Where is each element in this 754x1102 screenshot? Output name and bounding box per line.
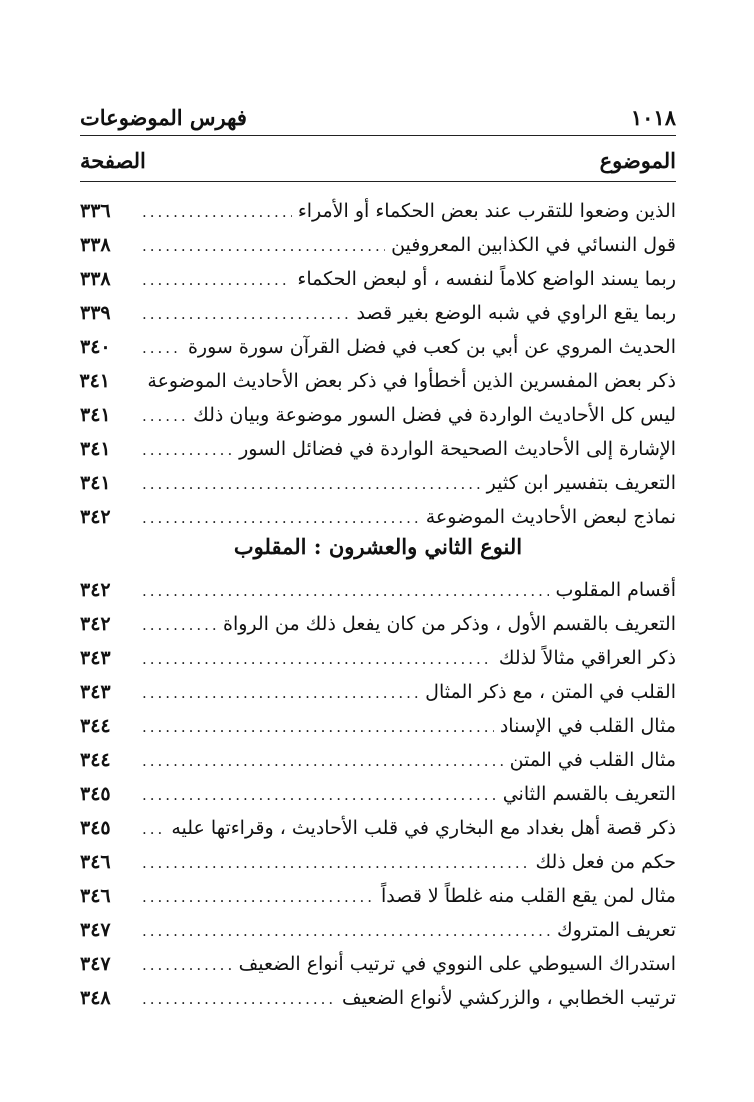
running-header [80, 100, 676, 134]
toc-entry-text: ربما يقع الراوي في شبه الوضع بغير قصد [356, 302, 676, 324]
page-number: ١٠١٨ [630, 104, 676, 130]
toc-entry [80, 913, 676, 947]
leader-dots [142, 297, 351, 331]
toc-list-b [80, 573, 676, 1015]
toc-entry-page: ٣٤٥ [80, 783, 111, 805]
toc-entry-text: حكم من فعل ذلك [535, 851, 676, 873]
toc-entry-text: استدراك السيوطي على النووي في ترتيب أنواع الضعيف [238, 953, 676, 975]
toc-entry-page: ٣٣٦ [80, 200, 111, 222]
toc-entry-page: ٣٣٩ [80, 302, 111, 324]
toc-entry-page: ٣٤٣ [80, 647, 111, 669]
leader-dots [142, 880, 375, 914]
leader-dots [142, 263, 291, 297]
toc-entry-text: ليس كل الأحاديث الواردة في فضل السور موضوعة وبيان ذلك [193, 404, 676, 426]
toc-entry-text: أقسام المقلوب [555, 579, 676, 601]
toc-entry-page: ٣٤٨ [80, 987, 111, 1009]
toc-entry [80, 194, 676, 228]
toc-entry [80, 364, 676, 398]
toc-entry-page: ٣٤٦ [80, 851, 111, 873]
toc-list-a [80, 194, 676, 534]
toc-entry [80, 743, 676, 777]
toc-entry-text: ذكر قصة أهل بغداد مع البخاري في قلب الأحاديث ، وقراءتها عليه [171, 817, 676, 839]
toc-entry-page: ٣٤٢ [80, 506, 111, 528]
toc-entry-page: ٣٤١ [80, 438, 111, 460]
toc-entry-text: القلب في المتن ، مع ذكر المثال [425, 681, 676, 703]
toc-entry-page: ٣٤٠ [80, 336, 111, 358]
header-rule [80, 135, 676, 136]
toc-entry-text: مثال لمن يقع القلب منه غلطاً لا قصداً [380, 885, 676, 907]
toc-entry-page: ٣٤٥ [80, 817, 111, 839]
toc-entry-page: ٣٤٤ [80, 715, 111, 737]
leader-dots [142, 982, 336, 1016]
leader-dots [142, 399, 187, 433]
toc-entry [80, 709, 676, 743]
toc-entry [80, 296, 676, 330]
leader-dots [142, 195, 292, 229]
toc-entry-text: مثال القلب في المتن [509, 749, 676, 771]
leader-dots [142, 914, 551, 948]
toc-entry-page: ٣٤٣ [80, 681, 111, 703]
toc-entry-page: ٣٤١ [80, 404, 111, 426]
toc-entry-page: ٣٣٨ [80, 234, 111, 256]
toc-entry [80, 641, 676, 675]
toc-entry-text: مثال القلب في الإسناد [499, 715, 676, 737]
toc-entry-page: ٣٣٨ [80, 268, 111, 290]
toc-entry-text: ترتيب الخطابي ، والزركشي لأنواع الضعيف [341, 987, 676, 1009]
leader-dots [142, 710, 494, 744]
page-title: فهرس الموضوعات [80, 104, 247, 130]
toc-entry-text: التعريف بالقسم الثاني [502, 783, 676, 805]
toc-entry-text: التعريف بتفسير ابن كثير [486, 472, 676, 494]
toc-entry-page: ٣٤٢ [80, 613, 111, 635]
toc-entry-text: ربما يسند الواضع كلاماً لنفسه ، أو لبعض الحكماء [297, 268, 676, 290]
toc-entry [80, 573, 676, 607]
leader-dots [142, 229, 385, 263]
toc-entry-text: نماذج لبعض الأحاديث الموضوعة [425, 506, 676, 528]
leader-dots [142, 676, 419, 710]
toc-entry-page: ٣٤٢ [80, 579, 111, 601]
leader-dots [142, 642, 493, 676]
section-title: النوع الثاني والعشرون : المقلوب [233, 534, 523, 559]
toc-entry [80, 466, 676, 500]
toc-entry-text: ذكر بعض المفسرين الذين أخطأوا في ذكر بعض الأحاديث الموضوعة [147, 370, 676, 392]
leader-dots [142, 846, 529, 880]
toc-entry-page: ٣٤١ [80, 472, 111, 494]
leader-dots [142, 467, 481, 501]
column-heading-rule [80, 181, 676, 182]
toc-entry [80, 675, 676, 709]
leader-dots [142, 331, 182, 365]
toc-entry-page: ٣٤٧ [80, 953, 111, 975]
toc-entry [80, 262, 676, 296]
toc-entry [80, 845, 676, 879]
toc-entry-text: الحديث المروي عن أبي بن كعب في فضل القرآن سورة سورة [187, 336, 676, 358]
toc-entry-page: ٣٤٦ [80, 885, 111, 907]
toc-entry-text: التعريف بالقسم الأول ، وذكر من كان يفعل ذلك من الرواة [222, 613, 676, 635]
column-headings [80, 142, 676, 178]
page-column-heading: الصفحة [80, 147, 146, 173]
leader-dots [142, 501, 420, 535]
leader-dots [142, 574, 549, 608]
leader-dots [142, 812, 165, 846]
toc-entry [80, 500, 676, 534]
toc-entry-page: ٣٤١ [79, 370, 111, 392]
topic-column-heading: الموضوع [599, 147, 676, 173]
leader-dots [142, 608, 217, 642]
toc-entry [80, 777, 676, 811]
toc-entry [80, 981, 676, 1015]
leader-dots [142, 778, 497, 812]
toc-entry [80, 228, 676, 262]
toc-entry [80, 811, 676, 845]
toc-entry [80, 607, 676, 641]
leader-dots [142, 433, 233, 467]
toc-entry-text: تعريف المتروك [556, 919, 676, 941]
toc-entry-page: ٣٤٧ [80, 919, 111, 941]
toc-entry-text: قول النسائي في الكذابين المعروفين [391, 234, 676, 256]
toc-entry [80, 398, 676, 432]
toc-entry [80, 330, 676, 364]
toc-entry-text: ذكر العراقي مثالاً لذلك [498, 647, 676, 669]
leader-dots [142, 948, 233, 982]
toc-entry [80, 432, 676, 466]
toc-entry [80, 879, 676, 913]
toc-entry-text: الإشارة إلى الأحاديث الصحيحة الواردة في فضائل السور [239, 438, 676, 460]
toc-entry [80, 947, 676, 981]
toc-entry-page: ٣٤٤ [80, 749, 111, 771]
leader-dots [142, 744, 504, 778]
toc-entry-text: الذين وضعوا للتقرب عند بعض الحكماء أو الأمراء [297, 200, 676, 222]
